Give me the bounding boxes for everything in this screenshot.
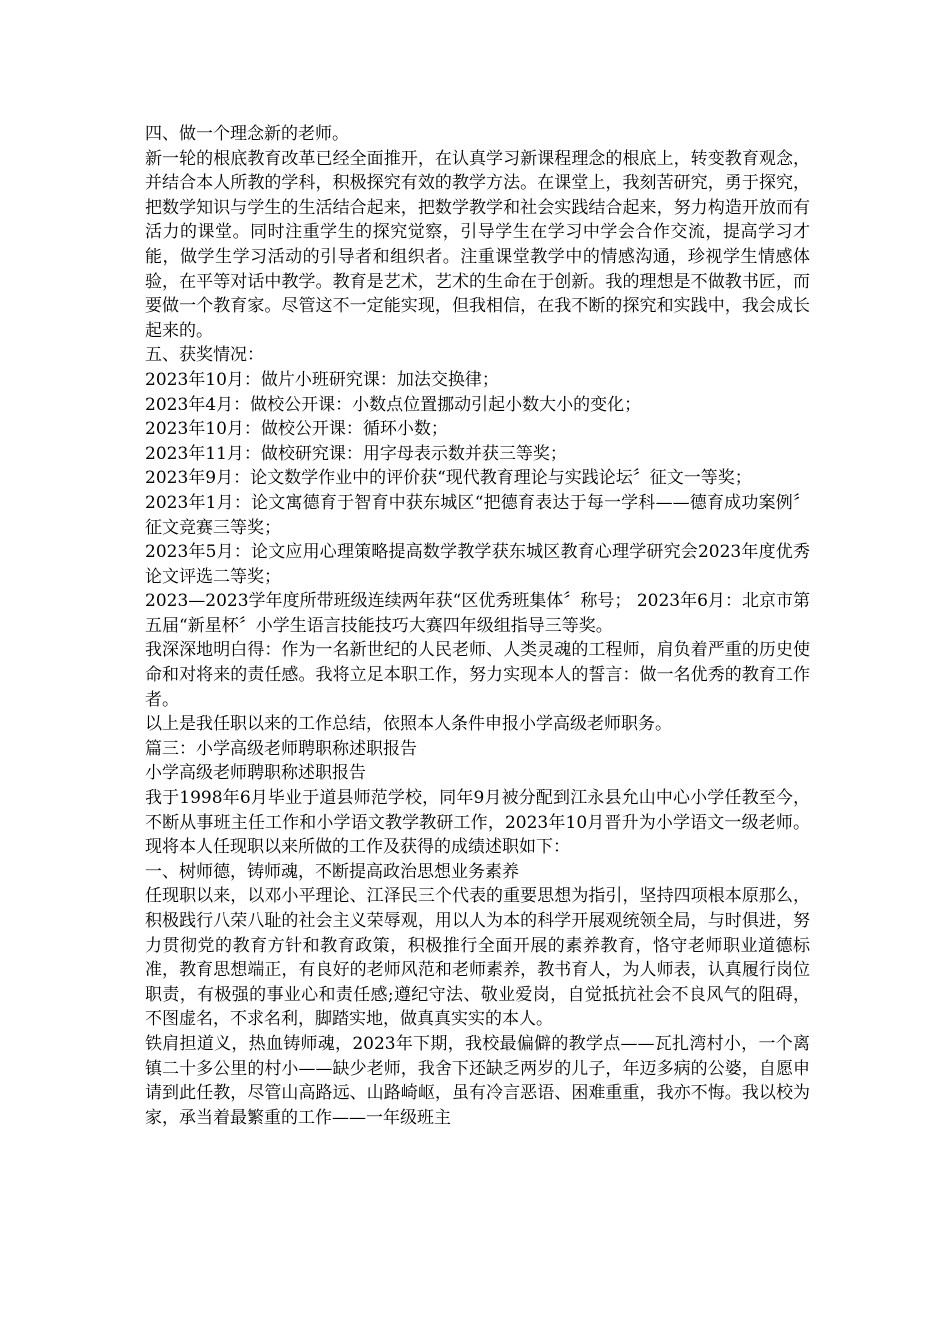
- heading-one-ethics: 一、树师德，铸师魂，不断提高政治思想业务素养: [145, 861, 519, 882]
- paragraph-introduction: 我于1998年6月毕业于道县师范学校，同年9月被分配到江永县允山中心小学任教至今，不断从事班主任工作和小学语文教学教研工作，2023年10月晋升为小学语文一级老师。现将本人任现职以来所做的工作及获得的成绩述职如下：: [145, 788, 810, 858]
- award-item: 2023年5月：论文应用心理策略提高数学教学获东城区教育心理学研究会2023年度优秀论文评选二等奖；: [145, 542, 810, 587]
- paragraph-commitment: 我深深地明白得：作为一名新世纪的人民老师、人类灵魂的工程师，肩负着严重的历史使命和对将来的责任感。我将立足本职工作，努力实现本人的誓言：做一名优秀的教育工作者。: [145, 640, 810, 710]
- paragraph-teaching-philosophy: 新一轮的根底教育改革已经全面推开，在认真学习新课程理念的根底上，转变教育观念，并结合本人所教的学科，积极探究有效的教学方法。在课堂上，我刻苦研究，勇于探究，把数学知识与学生的生活结合起来，把数学教学和社会实践结合起来，努力构造开放而有活力的课堂。同时注重学生的探究觉察，引导学生在学习中学会合作交流，提高学习才能，做学生学习活动的引导者和组织者。注重课堂教学中的情感沟通，珍视学生情感体验，在平等对话中教学。教育是艺术，艺术的生命在于创新。我的理想是不做教书匠，而要做一个教育家。尽管这不一定能实现，但我相信，在我不断的探究和实践中，我会成长起来的。: [145, 148, 810, 341]
- award-item: 2023—2023学年度所带班级连续两年获“区优秀班集体〞称号； 2023年6月：北京市第五届“新星杯〞小学生语言技能技巧大赛四年级组指导三等奖。: [145, 591, 810, 636]
- document-page: [145, 122, 810, 1130]
- paragraph-village-school: 铁肩担道义，热血铸师魂，2023年下期，我校最偏僻的教学点——瓦扎湾村小，一个离镇二十多公里的村小——缺少老师，我舍下还缺乏两岁的儿子，年迈多病的公婆，自愿申请到此任教，尽管山高路远、山路崎岖，虽有冷言恶语、困难重重，我亦不悔。我以校为家，承当着最繁重的工作——一年级班主: [145, 1033, 810, 1128]
- award-item: 2023年11月：做校研究课：用字母表示数并获三等奖；: [145, 443, 567, 464]
- award-item: 2023年10月：做片小班研究课：加法交换律；: [145, 369, 499, 390]
- paragraph-political-quality: 任现职以来，以邓小平理论、江泽民三个代表的重要思想为指引，坚持四项根本原那么，积极践行八荣八耻的社会主义荣辱观，用以人为本的科学开展观统领全局，与时俱进，努力贯彻党的教育方针和教育政策，积极推行全面开展的素养教育，恪守老师职业道德标准，教育思想端正，有良好的老师风范和老师素养，教书育人，为人师表，认真履行岗位职责，有极强的事业心和责任感;遵纪守法、敬业爱岗，自觉抵抗社会不良风气的阻碍，不图虚名，不求名利，脚踏实地，做真真实实的本人。: [145, 886, 810, 1030]
- section-title-part-three: 篇三：小学高级老师聘职称述职报告: [145, 738, 417, 759]
- heading-five-awards: 五、获奖情况：: [145, 345, 264, 366]
- report-title: 小学高级老师聘职称述职报告: [145, 763, 366, 784]
- award-item: 2023年10月：做校公开课：循环小数；: [145, 419, 448, 440]
- paragraph-conclusion: 以上是我任职以来的工作总结，依照本人条件申报小学高级老师职务。: [145, 714, 672, 735]
- award-item: 2023年1月：论文寓德育于智育中获东城区“把德育表达于每一学科——德育成功案例〞征文竞赛三等奖；: [145, 492, 810, 538]
- award-item: 2023年4月：做校公开课：小数点位置挪动引起小数大小的变化；: [145, 394, 642, 415]
- award-item: 2023年9月：论文数学作业中的评价获“现代教育理论与实践论坛〞征文一等奖；: [145, 468, 752, 489]
- heading-four: 四、做一个理念新的老师。: [145, 124, 349, 144]
